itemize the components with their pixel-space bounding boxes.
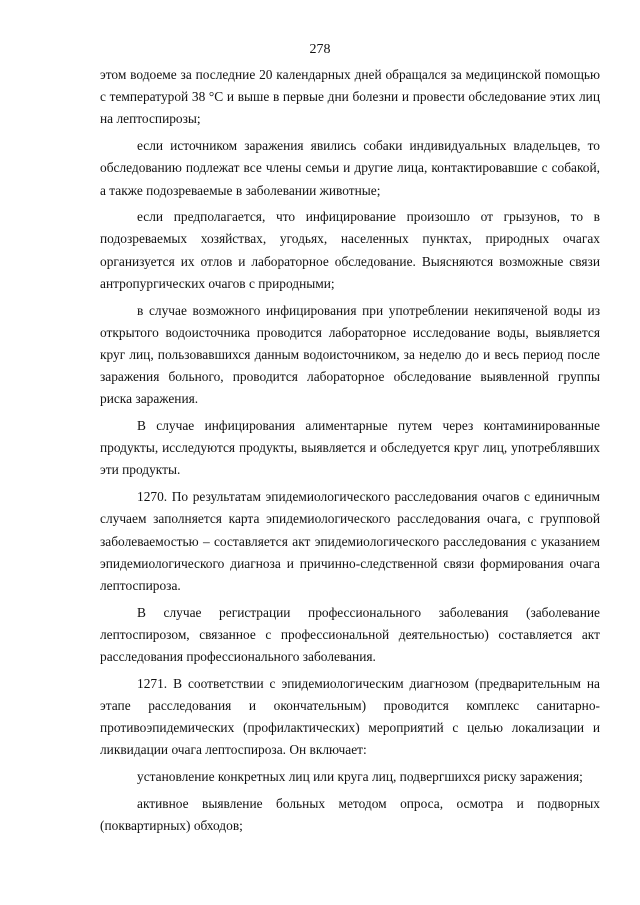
paragraph: в случае возможного инфицирования при употреблении некипяченой воды из открытого водоисточника проводится лабораторное исследование воды, выявляется круг лиц, пользовавшихся данным водоисточником, за неделю до и весь период после заражения больного, проводится лабораторное обследование выявленной группы риска заражения. xyxy=(100,302,600,407)
paragraph: установление конкретных лиц или круга лиц, подвергшихся риску заражения; xyxy=(137,769,583,785)
paragraph: В случае инфицирования алиментарные путем через контаминированные продукты, исследуются продукты, выявляется и обследуется круг лиц, употреблявших эти продукты. xyxy=(100,418,600,478)
page-number: 278 xyxy=(309,42,331,57)
document-body xyxy=(100,64,600,842)
paragraph-item-1271: 1271. В соответствии с эпидемиологическим диагнозом (предварительным на этапе расследования и окончательным) проводится комплекс санитарно-противоэпидемических (профилактических) мероприятий с целью локализации и ликвидации очага лептоспироза. Он включает: xyxy=(100,675,600,758)
paragraph: В случае регистрации профессионального заболевания (заболевание лептоспирозом, связанное с профессиональной деятельностью) составляется акт расследования профессионального заболевания. xyxy=(100,604,600,665)
paragraph: активное выявление больных методом опроса, осмотра и подворных (поквартирных) обходов; xyxy=(100,795,600,833)
paragraph: если источником заражения явились собаки индивидуальных владельцев, то обследованию подлежат все члены семьи и другие лица, контактировавшие с собакой, а также подозреваемые в заболевании животные; xyxy=(100,138,600,198)
paragraph-item-1270: 1270. По результатам эпидемиологического расследования очагов с единичным случаем заполняется карта эпидемиологического расследования очага, с групповой заболеваемостью – составляется акт эпидемиологического расследования с указанием эпидемиологического диагноза и причинно-следственной связи формирования очага лептоспироза. xyxy=(100,489,600,593)
paragraph: этом водоеме за последние 20 календарных дней обращался за медицинской помощью с температурой 38 °С и выше в первые дни болезни и провести обследование этих лиц на лептоспирозы; xyxy=(100,67,600,127)
paragraph: если предполагается, что инфицирование произошло от грызунов, то в подозреваемых хозяйствах, угодьях, населенных пунктах, природных очагах организуется их отлов и лабораторное обследование. Выясняются возможные связи антропургических очагов с природными; xyxy=(100,209,600,291)
